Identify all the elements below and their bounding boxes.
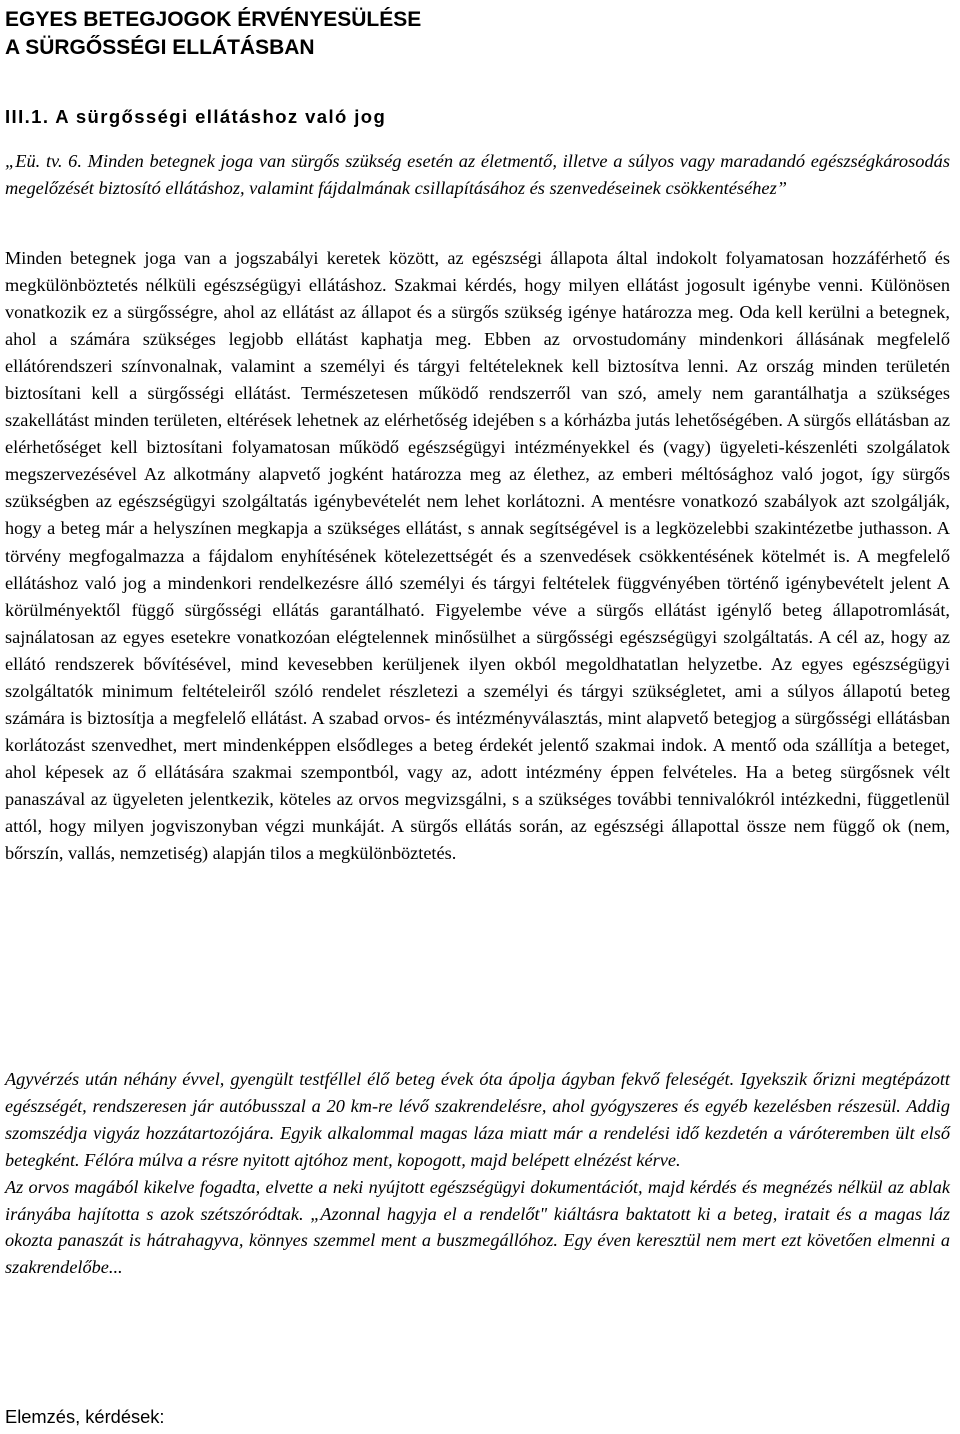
case-paragraph-1: Agyvérzés után néhány évvel, gyengült testféllel élő beteg évek óta ápolja ágyban fekvő feleségét. Igyekszik őrizni megtépázott egészségét, rendszeresen jár autóbusszal a 20 km-re lévő szakrendelésre, ahol gyógyszeres és egyéb kezelésben részesül. Addig szomszédja vigyáz hozzátartozójára. Egyik alkalommal magas láza miatt már a rendelési idő kezdetén a váróteremben ült első betegként. Félóra múlva a résre nyitott ajtóhoz ment, kopogott, majd belépett elnézést kérve. (5, 1069, 950, 1170)
document-page (5, 0, 950, 1427)
document-title (5, 0, 950, 62)
document-title-line-2: A SÜRGŐSSÉGI ELLÁTÁSBAN (5, 36, 315, 59)
questions-heading: Elemzés, kérdések: (5, 1406, 165, 1427)
section-heading: III.1. A sürgősségi ellátáshoz való jog (5, 106, 387, 127)
law-quote: „Eü. tv. 6. Minden betegnek joga van sürgős szükség esetén az életmentő, illetve a súlyos vagy maradandó egészségkárosodás megelőzését biztosító ellátáshoz, valamint fájdalmának csillapításához és szenvedéseinek csökkentéséhez” (5, 151, 950, 198)
case-study (5, 1066, 950, 1281)
document-title-line-1: EGYES BETEGJOGOK ÉRVÉNYESÜLÉSE (5, 8, 422, 31)
body-paragraph: Minden betegnek joga van a jogszabályi keretek között, az egészségi állapota által indokolt folyamatosan hozzáférhető és megkülönböztetés nélküli egészségügyi ellátáshoz. Szakmai kérdés, hogy milyen ellátást jogosult igénybe venni. Különösen vonatkozik ez a sürgősségre, ahol az ellátást az állapot és a sürgős szükség igénye határozza meg. Oda kell kerülni a betegnek, ahol a számára szükséges legjobb ellátást kaphatja meg. Ebben az orvostudomány mindenkori állásának megfelelő ellátórendszeri színvonalnak, valamint a személyi és tárgyi feltételeknek kell biztosítva lenni. Az ország minden területén biztosítani kell a sürgősségi ellátást. Természetesen működő rendszerről van szó, amely nem garantálhatja a szükséges szakellátást minden területen, eltérések lehetnek az elérhetőség idejében s a kórházba jutás lehetőségében. A sürgős ellátásban az elérhetőséget kell biztosítani folyamatosan működő egészségügyi intézményekkel és (vagy) ügyeleti-készenléti szolgálatok megszervezésével Az alkotmány alapvető jogként határozza meg az élethez, az emberi méltósághoz való jogot, így sürgős szükségben az egészségügyi szolgáltatás igénybevételét nem lehet korlátozni. A mentésre vonatkozó szabályok azt szolgálják, hogy a beteg már a helyszínen megkapja a szükséges ellátást, s annak segítségével is a legközelebbi szakintézetbe juthasson. A törvény megfogalmazza a fájdalom enyhítésének kötelezettségét és a szenvedések csökkentésének kötelmét is. A megfelelő ellátáshoz való jog a mindenkori rendelkezésre álló személyi és tárgyi feltételek függvényében történő igénybevételt jelent A körülményektől függő sürgősségi ellátás garantálható. Figyelembe véve a sürgős ellátást igénylő beteg állapotromlását, sajnálatosan az egyes esetekre vonatkozóan elégtelennek minősülhet a sürgősségi egészségügyi szolgáltatás. A cél az, hogy az ellátó rendszerek bővítésével, mind kevesebben kerüljenek ilyen okból megoldhatatlan helyzetbe. Az egyes egészségügyi szolgáltatók minimum feltételeiről szóló rendelet részletezi a személyi és tárgyi szükségletet, ami a súlyos állapotú beteg számára is biztosítja a megfelelő ellátást. A szabad orvos- és intézményválasztás, mint alapvető betegjog a sürgősségi ellátásban korlátozást szenvedhet, mert mindenképpen elsődleges a beteg érdekét jelentő szakmai indok. A mentő oda szállítja a beteget, ahol képesek az ő ellátására szakmai szempontból, vagy az, adott intézmény éppen felvételes. Ha a beteg sürgősnek vélt panaszával az ügyeleten jelentkezik, köteles az orvos megvizsgálni, s a szükséges további tennivalókról intézkedni, függetlenül attól, hogy milyen jogviszonyban végzi munkáját. A sürgős ellátás során, az egészségi állapottal össze nem függő ok (nem, bőrszín, vallás, nemzetiség) alapján tilos a megkülönböztetés. (5, 248, 950, 864)
case-paragraph-2: Az orvos magából kikelve fogadta, elvette a neki nyújtott egészségügyi dokumentációt, majd kérdés és megnézés nélkül az ablak irányába hajította s azok szétszóródtak. „Azonnal hagyja el a rendelőt" kiáltásra baktatott ki a beteg, iratait és a magas láz okozta panaszát is hátrahagyva, könnyes szemmel ment a buszmegállóhoz. Egy éven keresztül nem mert ezt követően elmenni a szakrendelőbe... (5, 1176, 950, 1278)
